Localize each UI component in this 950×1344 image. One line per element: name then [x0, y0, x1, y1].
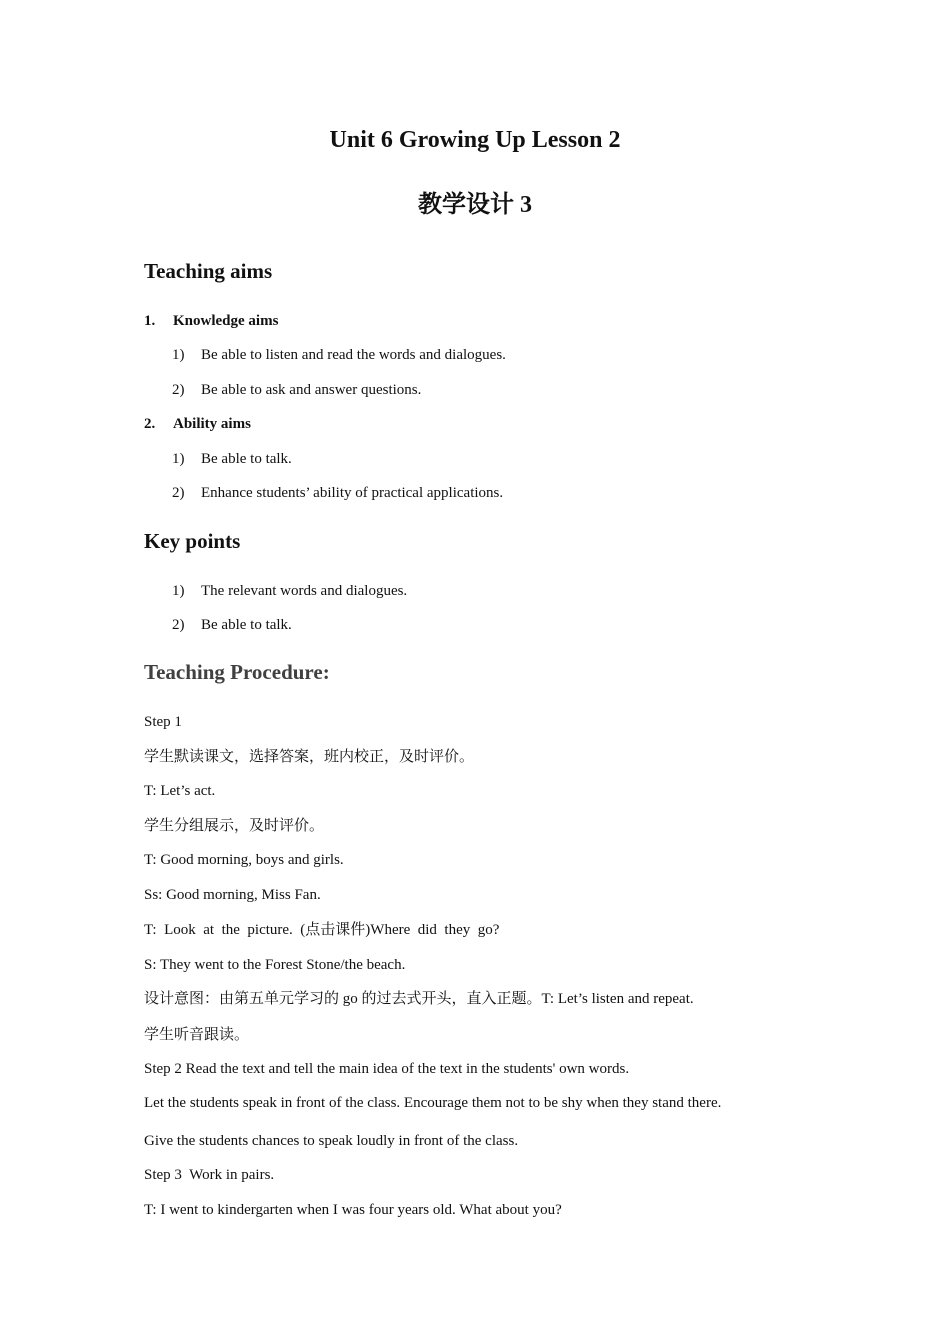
- ability-aims-text: Ability aims: [173, 416, 251, 432]
- key-points-heading: Key points: [144, 529, 241, 553]
- teaching-procedure-heading: Teaching Procedure:: [144, 660, 330, 684]
- procedure-line: Step 3 Work in pairs.: [144, 1167, 275, 1183]
- procedure-line: 学生听音跟读。: [144, 1027, 250, 1043]
- knowledge-aims-label: [144, 311, 278, 331]
- procedure-line: S: They went to the Forest Stone/the beach.: [144, 957, 406, 973]
- list-item-text: The relevant words and dialogues.: [201, 583, 408, 599]
- list-item-number: 2): [172, 382, 185, 398]
- list-item-number: 1): [172, 451, 185, 467]
- knowledge-aims-number: 1.: [144, 313, 156, 329]
- procedure-line: T: I went to kindergarten when I was four years old. What about you?: [144, 1202, 562, 1218]
- list-item-number: 1): [172, 583, 185, 599]
- procedure-line: Ss: Good morning, Miss Fan.: [144, 887, 321, 903]
- knowledge-aims-text: Knowledge aims: [173, 313, 279, 329]
- document-subtitle: 教学设计 3: [418, 192, 532, 218]
- list-item-number: 2): [172, 617, 185, 633]
- procedure-line: T: Good morning, boys and girls.: [144, 852, 344, 868]
- procedure-line: T: Let’s act.: [144, 783, 216, 799]
- list-item-text: Enhance students’ ability of practical applications.: [201, 485, 504, 501]
- list-item-text: Be able to listen and read the words and dialogues.: [201, 347, 506, 363]
- list-item: [172, 581, 407, 601]
- ability-aims-label: [144, 414, 251, 434]
- document-title: Unit 6 Growing Up Lesson 2: [329, 127, 621, 153]
- procedure-line: Step 1: [144, 714, 182, 730]
- procedure-line: 学生默读课文，选择答案，班内校正，及时评价。: [144, 749, 475, 765]
- list-item-number: 2): [172, 485, 185, 501]
- ability-aims-number: 2.: [144, 416, 156, 432]
- list-item-text: Be able to talk.: [201, 451, 292, 467]
- procedure-line: T: Look at the picture. (点击课件)Where did they go?: [144, 922, 500, 938]
- procedure-line: Step 2 Read the text and tell the main idea of the text in the students' own words.: [144, 1061, 630, 1077]
- list-item: [172, 483, 503, 503]
- procedure-line: 学生分组展示，及时评价。: [144, 818, 325, 834]
- list-item-text: Be able to ask and answer questions.: [201, 382, 422, 398]
- list-item: [172, 345, 506, 365]
- list-item-text: Be able to talk.: [201, 617, 292, 633]
- list-item: [172, 449, 292, 469]
- list-item: [172, 380, 421, 400]
- procedure-line: 设计意图：由第五单元学习的 go 的过去式开头，直入正题。T: Let’s listen and repeat.: [144, 991, 694, 1007]
- teaching-aims-heading: Teaching aims: [144, 259, 273, 283]
- list-item: [172, 615, 292, 635]
- procedure-line: Let the students speak in front of the class. Encourage them not to be shy when they stand there.: [144, 1095, 722, 1111]
- procedure-line: Give the students chances to speak loudly in front of the class.: [144, 1133, 519, 1149]
- list-item-number: 1): [172, 347, 185, 363]
